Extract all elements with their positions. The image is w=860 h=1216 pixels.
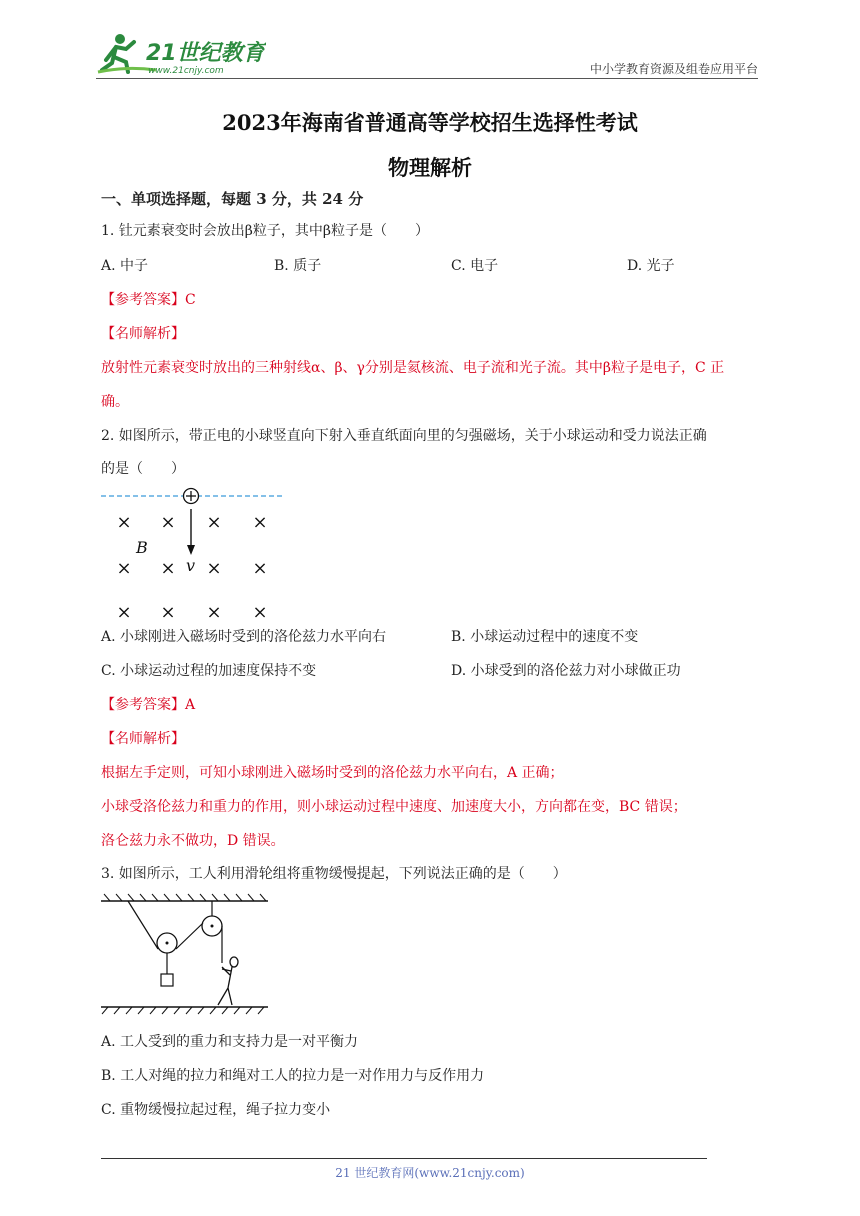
q1-option-d: D. 光子 bbox=[627, 258, 675, 274]
q1-answer: 【参考答案】C bbox=[101, 292, 196, 308]
velocity-arrow-icon bbox=[187, 509, 195, 555]
q1-option-b: B. 质子 bbox=[274, 258, 322, 274]
svg-text:×: × bbox=[206, 558, 222, 579]
svg-text:×: × bbox=[160, 558, 176, 579]
q2-stem-line-2: 的是（ ） bbox=[101, 461, 185, 477]
svg-text:×: × bbox=[160, 602, 176, 623]
svg-text:v: v bbox=[186, 556, 196, 575]
svg-text:×: × bbox=[252, 602, 268, 623]
svg-text:www.21cnjy.com: www.21cnjy.com bbox=[148, 66, 224, 76]
q1-analysis-label: 【名师解析】 bbox=[101, 326, 185, 342]
worker-icon bbox=[218, 957, 238, 1005]
positive-charge-icon bbox=[184, 489, 199, 504]
q2-analysis-line-3: 洛仑兹力永不做功，D 错误。 bbox=[101, 833, 285, 849]
page-title: 2023年海南省普通高等学校招生选择性考试 bbox=[222, 110, 638, 135]
q2-stem-line-1: 2. 如图所示，带正电的小球竖直向下射入垂直纸面向里的匀强磁场，关于小球运动和受力说法正确 bbox=[101, 428, 707, 444]
q3-option-a: A. 工人受到的重力和支持力是一对平衡力 bbox=[101, 1034, 359, 1050]
section-heading: 一、单项选择题，每题 3 分，共 24 分 bbox=[101, 190, 364, 208]
q1-option-a: A. 中子 bbox=[101, 258, 149, 274]
q2-magnetic-field-figure bbox=[98, 485, 288, 625]
svg-text:×: × bbox=[116, 512, 132, 533]
svg-text:B: B bbox=[136, 538, 148, 557]
q3-option-c: C. 重物缓慢拉起过程，绳子拉力变小 bbox=[101, 1102, 331, 1118]
footer-divider bbox=[101, 1158, 707, 1159]
svg-text:×: × bbox=[206, 602, 222, 623]
footer-link[interactable]: 21 世纪教育网(www.21cnjy.com) bbox=[335, 1166, 525, 1180]
q2-analysis-line-2: 小球受洛伦兹力和重力的作用，则小球运动过程中速度、加速度大小，方向都在变，BC 错误； bbox=[101, 799, 687, 815]
q1-analysis-line-1: 放射性元素衰变时放出的三种射线α、β、γ分别是氦核流、电子流和光子流。其中β粒子是电子，C 正 bbox=[101, 360, 725, 376]
q2-option-a: A. 小球刚进入磁场时受到的洛伦兹力水平向右 bbox=[101, 629, 387, 645]
q1-analysis-line-2: 确。 bbox=[101, 394, 129, 410]
q2-option-c: C. 小球运动过程的加速度保持不变 bbox=[101, 663, 317, 679]
q2-option-d: D. 小球受到的洛伦兹力对小球做正功 bbox=[451, 663, 681, 679]
page-header bbox=[96, 30, 758, 80]
svg-text:21世纪教育: 21世纪教育 bbox=[146, 41, 265, 66]
svg-text:×: × bbox=[116, 602, 132, 623]
header-divider bbox=[96, 78, 758, 79]
q3-stem: 3. 如图所示，工人利用滑轮组将重物缓慢提起，下列说法正确的是（ ） bbox=[101, 866, 567, 882]
svg-text:×: × bbox=[116, 558, 132, 579]
svg-text:×: × bbox=[206, 512, 222, 533]
q3-pulley-figure bbox=[98, 893, 273, 1021]
q2-option-b: B. 小球运动过程中的速度不变 bbox=[451, 629, 639, 645]
svg-text:×: × bbox=[252, 558, 268, 579]
page-subtitle: 物理解析 bbox=[388, 155, 472, 180]
svg-text:×: × bbox=[160, 512, 176, 533]
logo-21cnjy bbox=[96, 30, 266, 78]
q2-answer: 【参考答案】A bbox=[101, 697, 196, 713]
svg-text:×: × bbox=[252, 512, 268, 533]
q1-option-c: C. 电子 bbox=[451, 258, 499, 274]
q3-option-b: B. 工人对绳的拉力和绳对工人的拉力是一对作用力与反作用力 bbox=[101, 1068, 485, 1084]
q2-analysis-line-1: 根据左手定则，可知小球刚进入磁场时受到的洛伦兹力水平向右，A 正确； bbox=[101, 765, 564, 781]
platform-name: 中小学教育资源及组卷应用平台 bbox=[589, 62, 758, 76]
q1-stem: 1. 钍元素衰变时会放出β粒子，其中β粒子是（ ） bbox=[101, 223, 429, 239]
q2-analysis-label: 【名师解析】 bbox=[101, 731, 185, 747]
